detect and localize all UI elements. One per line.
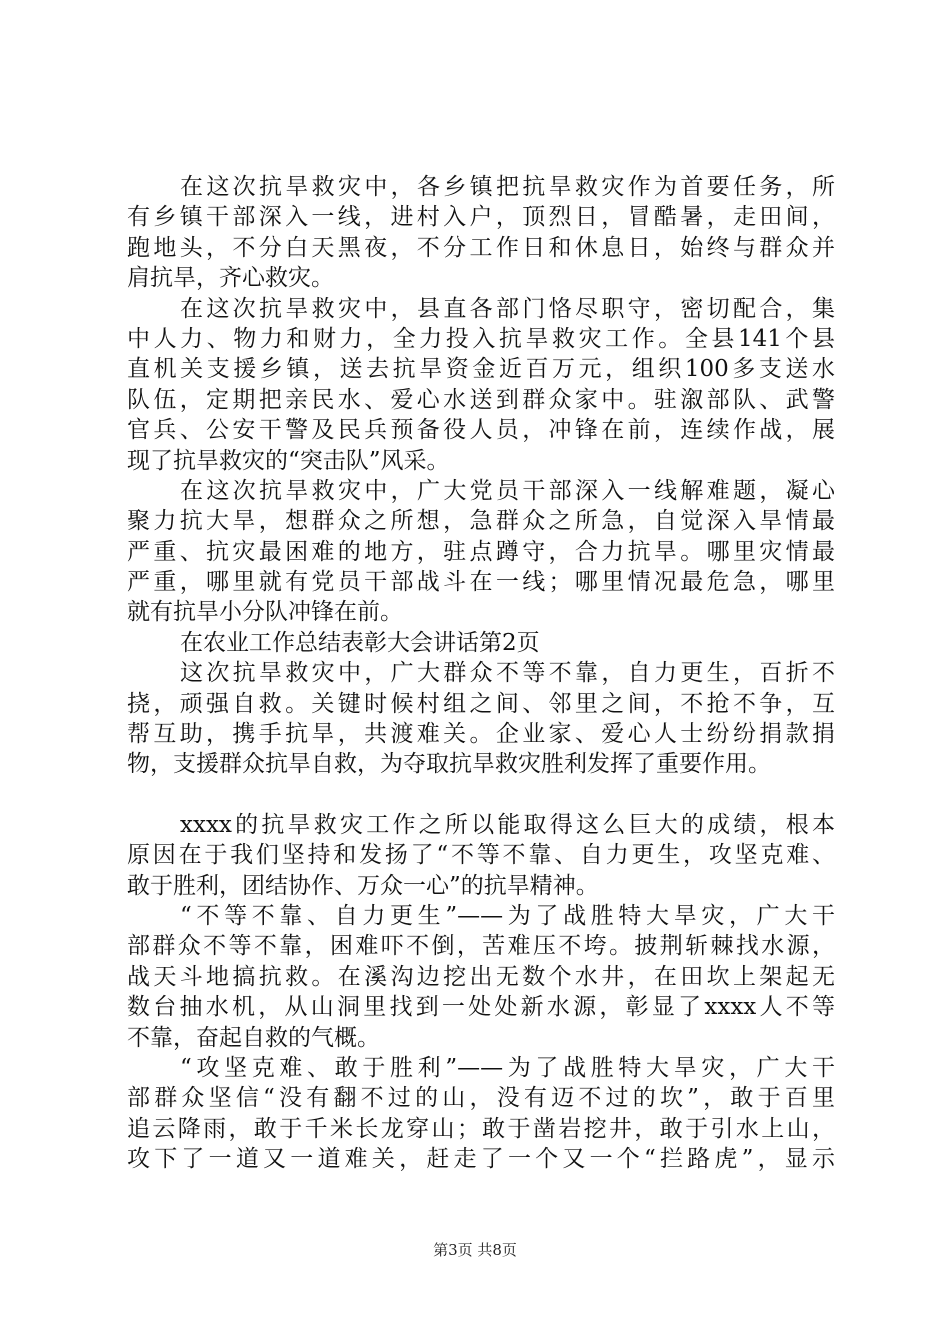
text-line: 部群众坚信“没有翻不过的山，没有迈不过的坎”，敢于百里 bbox=[127, 1085, 835, 1112]
text-line: 攻下了一道又一道难关，赶走了一个又一个“拦路虎”，显示 bbox=[127, 1146, 835, 1173]
text-line: 敢于胜利，团结协作、万众一心”的抗旱精神。 bbox=[127, 872, 599, 899]
text-line: 帮互助，携手抗旱，共渡难关。企业家、爱心人士纷纷捐款捐 bbox=[127, 721, 835, 748]
text-line: 现了抗旱救灾的“突击队”风采。 bbox=[127, 447, 450, 474]
text-line: 部群众不等不靠，困难吓不倒，苦难压不垮。披荆斩棘找水源， bbox=[127, 933, 835, 960]
paragraph bbox=[127, 294, 835, 476]
text-line: 在这次抗旱救灾中，广大党员干部深入一线解难题，凝心 bbox=[180, 477, 835, 504]
text-line: 在农业工作总结表彰大会讲话第2页 bbox=[180, 629, 540, 656]
text-line: 严重、抗灾最困难的地方，驻点蹲守，合力抗旱。哪里灾情最 bbox=[127, 538, 835, 565]
paragraph bbox=[127, 172, 835, 294]
text-line: 追云降雨，敢于千米长龙穿山；敢于凿岩挖井，敢于引水上山， bbox=[127, 1115, 835, 1142]
text-line: 聚力抗大旱，想群众之所想，急群众之所急，自觉深入旱情最 bbox=[127, 508, 835, 535]
text-line: 队伍，定期把亲民水、爱心水送到群众家中。驻溆部队、武警 bbox=[127, 386, 835, 413]
text-line: “攻坚克难、敢于胜利”——为了战胜特大旱灾，广大干 bbox=[180, 1054, 835, 1081]
paragraph bbox=[127, 476, 835, 628]
text-line: 挠，顽强自救。关键时候村组之间、邻里之间，不抢不争，互 bbox=[127, 690, 835, 717]
text-line: 有乡镇干部深入一线，进村入户，顶烈日，冒酷暑，走田间， bbox=[127, 204, 835, 231]
text-line: 数台抽水机，从山洞里找到一处处新水源，彰显了xxxx人不等 bbox=[127, 994, 835, 1021]
page-number-label: 第3页 共8页 bbox=[433, 1241, 517, 1259]
text-line: 在这次抗旱救灾中，各乡镇把抗旱救灾作为首要任务，所 bbox=[180, 174, 835, 200]
document-body bbox=[127, 172, 835, 1175]
text-line: 不靠，奋起自救的气概。 bbox=[127, 1024, 380, 1051]
paragraph bbox=[127, 810, 835, 901]
text-line: 严重，哪里就有党员干部战斗在一线；哪里情况最危急，哪里 bbox=[127, 569, 835, 596]
text-line: 战天斗地搞抗救。在溪沟边挖出无数个水井，在田坎上架起无 bbox=[127, 963, 835, 990]
paragraph bbox=[127, 1053, 835, 1175]
text-line: 跑地头，不分白天黑夜，不分工作日和休息日，始终与群众并 bbox=[127, 234, 835, 261]
text-line: “不等不靠、自力更生”——为了战胜特大旱灾，广大干 bbox=[180, 902, 835, 929]
page-footer bbox=[0, 1240, 950, 1260]
paragraph bbox=[127, 658, 835, 780]
paragraph bbox=[127, 901, 835, 1053]
text-line: 在这次抗旱救灾中，县直各部门恪尽职守，密切配合，集 bbox=[180, 295, 835, 322]
text-line: 直机关支援乡镇，送去抗旱资金近百万元，组织100多支送水 bbox=[127, 356, 835, 383]
text-line: 中人力、物力和财力，全力投入抗旱救灾工作。全县141个县 bbox=[127, 325, 835, 352]
text-line: 官兵、公安干警及民兵预备役人员，冲锋在前，连续作战，展 bbox=[127, 417, 835, 444]
text-line: 肩抗旱，齐心救灾。 bbox=[127, 265, 334, 292]
paragraph-spacer bbox=[127, 780, 835, 810]
text-line: 原因在于我们坚持和发扬了“不等不靠、自力更生，攻坚克难、 bbox=[127, 842, 835, 869]
paragraph bbox=[127, 628, 835, 658]
text-line: xxxx的抗旱救灾工作之所以能取得这么巨大的成绩，根本 bbox=[180, 811, 835, 838]
text-line: 物，支援群众抗旱自救，为夺取抗旱救灾胜利发挥了重要作用。 bbox=[127, 751, 771, 778]
text-line: 就有抗旱小分队冲锋在前。 bbox=[127, 599, 403, 626]
text-line: 这次抗旱救灾中，广大群众不等不靠，自力更生，百折不 bbox=[180, 660, 835, 687]
